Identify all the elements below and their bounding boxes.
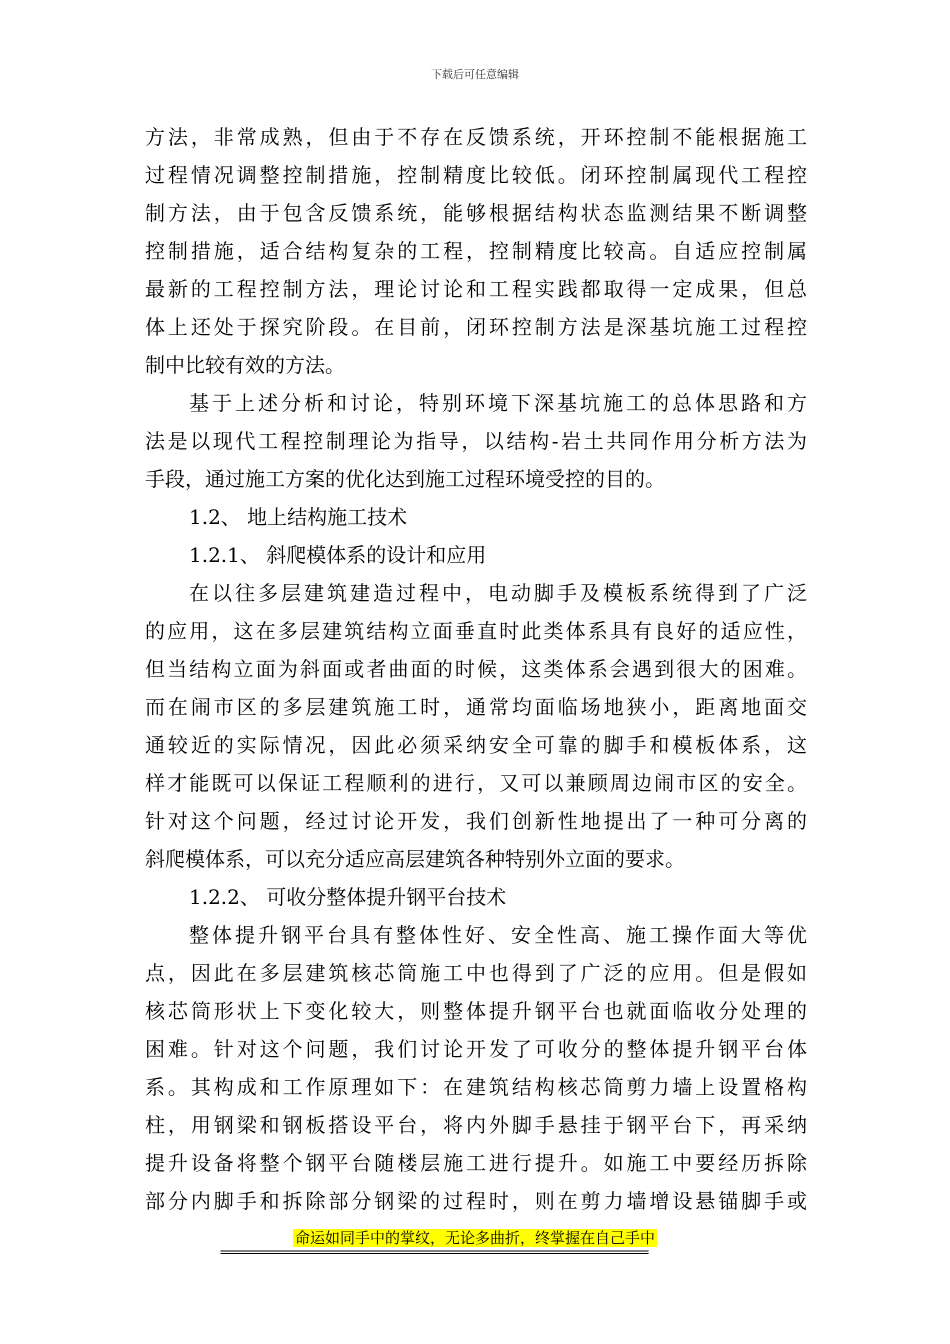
- body-text-line: 过程情况调整控制措施，控制精度比较低。闭环控制属现代工程控: [145, 163, 807, 187]
- body-text-line: 法是以现代工程控制理论为指导，以结构-岩土共同作用分析方法为: [145, 429, 807, 453]
- body-text-line: 但当结构立面为斜面或者曲面的时候，这类体系会遇到很大的困难。: [145, 657, 807, 681]
- body-text-line: 最新的工程控制方法，理论讨论和工程实践都取得一定成果，但总: [145, 277, 807, 301]
- document-body: [145, 118, 807, 1220]
- body-text-line: 制中比较有效的方法。: [145, 353, 345, 377]
- body-text-line: 制方法，由于包含反馈系统，能够根据结构状态监测结果不断调整: [145, 201, 807, 225]
- page-header-note: 下载后可任意编辑: [431, 68, 519, 81]
- footer-motto-text: 命运如同手中的掌纹，无论多曲折，终掌握在自己手中: [294, 1229, 655, 1247]
- body-text-line: 提升设备将整个钢平台随楼层施工进行提升。如施工中要经历拆除: [145, 1151, 807, 1175]
- body-text-line: 而在闹市区的多层建筑施工时，通常均面临场地狭小，距离地面交: [145, 695, 807, 719]
- section-heading: 1.2.2、 可收分整体提升钢平台技术: [189, 885, 507, 909]
- body-text-line: 点，因此在多层建筑核芯筒施工中也得到了广泛的应用。但是假如: [145, 961, 807, 985]
- body-text-line: 针对这个问题，经过讨论开发，我们创新性地提出了一种可分离的: [145, 809, 807, 833]
- body-text-line: 困难。针对这个问题，我们讨论开发了可收分的整体提升钢平台体: [145, 1037, 807, 1061]
- body-text-line: 整体提升钢平台具有整体性好、安全性高、施工操作面大等优: [189, 923, 807, 947]
- body-text-line: 体上还处于探究阶段。在目前，闭环控制方法是深基坑施工过程控: [145, 315, 807, 339]
- body-text-line: 部分内脚手和拆除部分钢梁的过程时，则在剪力墙增设悬锚脚手或: [145, 1189, 807, 1213]
- body-text-line: 手段，通过施工方案的优化达到施工过程环境受控的目的。: [145, 467, 665, 491]
- body-text-line: 样才能既可以保证工程顺利的进行，又可以兼顾周边闹市区的安全。: [145, 771, 807, 795]
- body-text-line: 柱，用钢梁和钢板搭设平台，将内外脚手悬挂于钢平台下，再采纳: [145, 1113, 807, 1137]
- body-text-line: 方法，非常成熟，但由于不存在反馈系统，开环控制不能根据施工: [145, 125, 807, 149]
- body-text-line: 在以往多层建筑建造过程中，电动脚手及模板系统得到了广泛: [189, 581, 807, 605]
- body-text-line: 斜爬模体系，可以充分适应高层建筑各种特别外立面的要求。: [145, 847, 685, 871]
- body-text-line: 控制措施，适合结构复杂的工程，控制精度比较高。自适应控制属: [145, 239, 807, 263]
- footer-separator-rule: ============================================================================: [220, 1245, 648, 1259]
- section-heading: 1.2.1、 斜爬模体系的设计和应用: [189, 543, 487, 567]
- body-text-line: 核芯筒形状上下变化较大，则整体提升钢平台也就面临收分处理的: [145, 999, 807, 1023]
- body-text-line: 基于上述分析和讨论，特别环境下深基坑施工的总体思路和方: [189, 391, 807, 415]
- body-text-line: 通较近的实际情况，因此必须采纳安全可靠的脚手和模板体系，这: [145, 733, 807, 757]
- body-text-line: 的应用，这在多层建筑结构立面垂直时此类体系具有良好的适应性，: [145, 619, 807, 643]
- body-text-line: 系。其构成和工作原理如下：在建筑结构核芯筒剪力墙上设置格构: [145, 1075, 807, 1099]
- section-heading: 1.2、 地上结构施工技术: [189, 505, 408, 529]
